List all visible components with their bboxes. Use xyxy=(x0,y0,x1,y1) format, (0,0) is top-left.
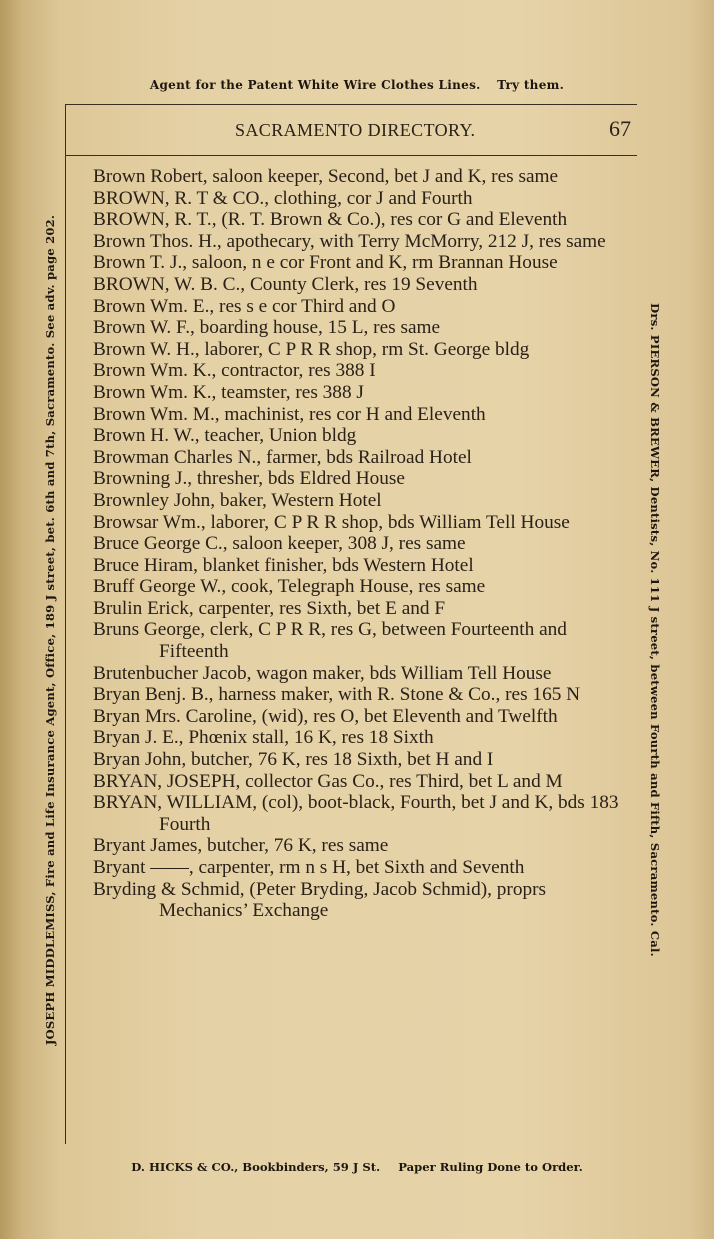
page-title: SACRAMENTO DIRECTORY. xyxy=(235,120,476,140)
directory-entry: Bruce George C., saloon keeper, 308 J, res same xyxy=(93,533,466,555)
directory-entry: BROWN, W. B. C., County Clerk, res 19 Seventh xyxy=(93,273,478,295)
directory-entry: Bruff George W., cook, Telegraph House, res same xyxy=(93,576,486,598)
directory-entry: Brown W. F., boarding house, 15 L, res same xyxy=(93,317,441,339)
top-banner-left: Agent for the Patent White Wire Clothes Lines. xyxy=(149,78,481,92)
directory-entry: BRYAN, WILLIAM, (col), boot-black, Fourth, bet J and K, bds 183 Fourth xyxy=(93,792,619,835)
left-margin-advertisement xyxy=(40,155,60,1105)
directory-entry: Brown Robert, saloon keeper, Second, bet J and K, res same xyxy=(93,166,559,187)
directory-entry: Browning J., thresher, bds Eldred House xyxy=(93,468,405,490)
directory-entries xyxy=(93,166,623,922)
header-rule xyxy=(65,155,637,156)
directory-entry: BRYAN, JOSEPH, collector Gas Co., res Third, bet L and M xyxy=(93,770,563,792)
directory-entry: BROWN, R. T., (R. T. Brown & Co.), res cor G and Eleventh xyxy=(93,209,568,231)
directory-entry: Bryant James, butcher, 76 K, res same xyxy=(93,835,389,857)
left-margin-ad-text: JOSEPH MIDDLEMISS, Fire and Life Insurance Agent, Office, 189 J street, bet. 6th and 7th, Sacramento. See adv. page 202. xyxy=(43,214,57,1046)
directory-entry: Brown Wm. K., teamster, res 388 J xyxy=(93,381,364,403)
directory-entry: Browsar Wm., laborer, C P R R shop, bds William Tell House xyxy=(93,511,570,533)
directory-entry: Bryan John, butcher, 76 K, res 18 Sixth, bet H and I xyxy=(93,749,494,771)
top-banner-right: Try them. xyxy=(497,78,565,92)
directory-entry: BROWN, R. T & CO., clothing, cor J and Fourth xyxy=(93,187,473,209)
directory-entry: Brown Wm. M., machinist, res cor H and Eleventh xyxy=(93,403,486,425)
directory-entry: Brownley John, baker, Western Hotel xyxy=(93,489,382,511)
directory-entry: Bruce Hiram, blanket finisher, bds Western Hotel xyxy=(93,554,474,576)
directory-entry: Bryan Mrs. Caroline, (wid), res O, bet Eleventh and Twelfth xyxy=(93,705,558,727)
directory-entry: Bruns George, clerk, C P R R, res G, between Fourteenth and Fifteenth xyxy=(93,619,567,663)
directory-entry: Browman Charles N., farmer, bds Railroad Hotel xyxy=(93,446,472,468)
page-header xyxy=(90,116,635,144)
directory-entry: Brown T. J., saloon, n e cor Front and K, rm Brannan House xyxy=(93,252,558,274)
directory-entry: Brulin Erick, carpenter, res Sixth, bet E and F xyxy=(93,597,446,619)
directory-entry: Brown H. W., teacher, Union bldg xyxy=(93,425,357,447)
directory-entry: Bryan J. E., Phœnix stall, 16 K, res 18 Sixth xyxy=(93,727,434,749)
right-margin-advertisement xyxy=(645,230,665,1030)
directory-entry: Brown W. H., laborer, C P R R shop, rm St. George bldg xyxy=(93,338,530,360)
directory-entry: Bryant ——, carpenter, rm n s H, bet Sixth and Seventh xyxy=(93,857,525,878)
directory-entry: Brown Thos. H., apothecary, with Terry McMorry, 212 J, res same xyxy=(93,230,606,252)
bottom-banner-left: D. HICKS & CO., Bookbinders, 59 J St. xyxy=(131,1160,381,1174)
directory-entry: Brutenbucher Jacob, wagon maker, bds William Tell House xyxy=(93,662,552,684)
directory-entry: Brown Wm. K., contractor, res 388 I xyxy=(93,360,376,382)
top-banner xyxy=(0,78,714,92)
directory-entry: Brown Wm. E., res s e cor Third and O xyxy=(93,295,396,317)
directory-entry: Bryan Benj. B., harness maker, with R. Stone & Co., res 165 N xyxy=(93,684,581,706)
bottom-banner xyxy=(0,1160,714,1174)
right-margin-ad-text: Drs. PIERSON & BREWER, Dentists, No. 111 J street, between Fourth and Fifth, Sacramento. Cal. xyxy=(648,303,662,957)
directory-entry: Bryding & Schmid, (Peter Bryding, Jacob Schmid), proprs Mechanics’ Exchange xyxy=(93,878,547,922)
page-number: 67 xyxy=(609,116,631,141)
bottom-banner-right: Paper Ruling Done to Order. xyxy=(398,1160,583,1174)
